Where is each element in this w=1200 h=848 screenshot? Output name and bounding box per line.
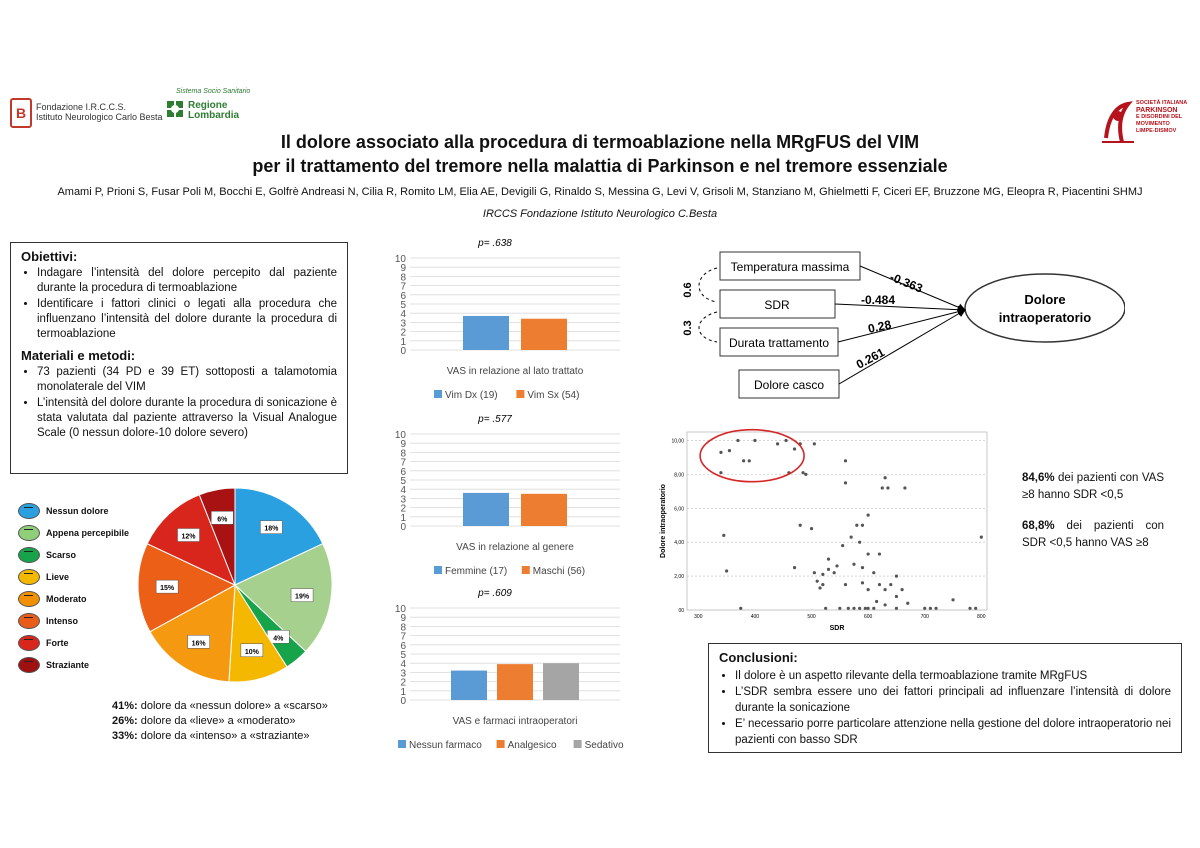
scatter-point bbox=[793, 566, 796, 569]
scatter-point bbox=[867, 513, 870, 516]
corr-arc bbox=[699, 312, 717, 342]
scatter-point bbox=[974, 607, 977, 610]
lombardia-line2: Lombardia bbox=[188, 110, 240, 121]
y-tick-label: 7 bbox=[400, 457, 406, 469]
sss-label: Sistema Socio Sanitario bbox=[176, 88, 251, 95]
x-axis-label: SDR bbox=[829, 625, 845, 632]
scatter-point bbox=[719, 471, 722, 474]
y-tick-label: 3 bbox=[400, 318, 406, 330]
legend-swatch bbox=[574, 740, 582, 748]
y-tick-label: 8,00 bbox=[674, 472, 684, 479]
scatter-point bbox=[824, 607, 827, 610]
x-axis-label: VAS in relazione al genere bbox=[456, 542, 574, 553]
poster-title bbox=[180, 130, 1020, 178]
outcome-label-2: intraoperatorio bbox=[998, 310, 1092, 325]
scatter-point bbox=[816, 580, 819, 583]
y-tick-label: 10 bbox=[394, 430, 406, 441]
scatter-point bbox=[929, 607, 932, 610]
pain-legend-label: Lieve bbox=[46, 572, 70, 582]
pie-value-label: 4% bbox=[273, 635, 284, 643]
path-arrow bbox=[838, 310, 965, 342]
pie-value-label: 19% bbox=[295, 593, 310, 601]
limpe-line: PARKINSON bbox=[1136, 107, 1178, 114]
scatter-point bbox=[835, 564, 838, 567]
scatter-point bbox=[844, 481, 847, 484]
bar bbox=[497, 664, 533, 700]
scatter-point bbox=[838, 607, 841, 610]
pie-value-label: 15% bbox=[160, 585, 175, 593]
scatter-point bbox=[968, 607, 971, 610]
pain-legend-label: Forte bbox=[46, 638, 69, 648]
y-tick-label: 10 bbox=[394, 254, 406, 265]
y-tick-label: 7 bbox=[400, 631, 406, 643]
authors: Amami P, Prioni S, Fusar Poli M, Bocchi E, Golfrè Andreasi N, Cilia R, Romito LM, Elia AE, Devigili G, Rinaldo S, Messina G, Levi V, Grisoli M, Stanziano M, Ghielmetti F, Ciceri EF, Bruzzone MG, Eleopra R, Piacentini SHMJ bbox=[57, 186, 1143, 198]
y-tick-label: 3 bbox=[400, 494, 406, 506]
bar bbox=[463, 316, 509, 350]
bar bbox=[543, 663, 579, 700]
y-tick-label: 6 bbox=[400, 640, 406, 652]
scatter-point bbox=[878, 583, 881, 586]
title-line1: Il dolore associato alla procedura di termoablazione nella MRgFUS del VIM bbox=[280, 132, 920, 152]
scatter-point bbox=[861, 524, 864, 527]
scatter-point bbox=[980, 536, 983, 539]
y-tick-label: 4 bbox=[400, 485, 406, 497]
pain-legend-label: Intenso bbox=[46, 616, 79, 626]
pain-legend-label: Nessun dolore bbox=[46, 506, 109, 516]
plot-area bbox=[687, 432, 987, 610]
scatter-point bbox=[886, 486, 889, 489]
pain-legend-item bbox=[18, 544, 148, 566]
methods-heading: Materiali e metodi: bbox=[21, 348, 136, 363]
bar-chart-title: p= .609 bbox=[478, 588, 512, 599]
scatter-point bbox=[867, 588, 870, 591]
lombardia-line1: Regione bbox=[188, 100, 228, 111]
conclusion-item: • L’SDR sembra essere uno dei fattori principali ad influenzare l’intensità di dolore durante la sonicazione bbox=[735, 684, 1171, 716]
y-tick-label: 8 bbox=[400, 448, 406, 460]
scatter-point bbox=[895, 574, 898, 577]
scatter-point bbox=[884, 588, 887, 591]
lombardia-logo-text bbox=[188, 101, 239, 121]
pain-face-icon bbox=[18, 503, 40, 519]
y-tick-label: 5 bbox=[400, 650, 406, 661]
scatter-point bbox=[804, 473, 807, 476]
scatter-point bbox=[872, 607, 875, 610]
scatter-point bbox=[719, 451, 722, 454]
pain-legend-label: Straziante bbox=[46, 660, 90, 670]
scatter-point bbox=[867, 552, 870, 555]
pain-face-icon bbox=[18, 547, 40, 563]
pie-summary-text: dolore da «lieve» a «moderato» bbox=[137, 715, 296, 727]
pie-value-label: 18% bbox=[264, 525, 279, 533]
pain-legend-item bbox=[18, 500, 148, 522]
conclusion-item: • Il dolore è un aspetto rilevante della termoablazione tramite MRgFUS bbox=[735, 668, 1171, 684]
pie-summary-row bbox=[112, 714, 352, 729]
pain-face-icon bbox=[18, 569, 40, 585]
scatter-point bbox=[867, 607, 870, 610]
y-tick-label: 3 bbox=[400, 668, 406, 680]
pain-face-icon bbox=[18, 657, 40, 673]
scatter-point bbox=[906, 602, 909, 605]
scatter-point bbox=[858, 607, 861, 610]
x-tick-label: 400 bbox=[750, 614, 760, 620]
scatter-point bbox=[725, 569, 728, 572]
scatter-point bbox=[889, 583, 892, 586]
node-casco-label: Dolore casco bbox=[753, 378, 825, 392]
legend-label: Analgesico bbox=[507, 740, 557, 751]
y-tick-label: 1 bbox=[400, 686, 406, 698]
x-tick-label: 300 bbox=[694, 614, 703, 620]
y-tick-label: 0 bbox=[400, 346, 406, 357]
y-tick-label: 2,00 bbox=[674, 574, 684, 581]
scatter-point bbox=[818, 586, 821, 589]
scatter-point bbox=[844, 459, 847, 462]
pie-summary-row bbox=[112, 699, 352, 714]
y-tick-label: 6,00 bbox=[674, 506, 684, 513]
conclusions-heading: Conclusioni: bbox=[719, 650, 798, 665]
y-tick-label: 9 bbox=[400, 263, 406, 275]
scatter-point bbox=[827, 558, 830, 561]
scatter-point bbox=[813, 571, 816, 574]
limpe-line: SOCIETÀ ITALIANA bbox=[1136, 100, 1188, 106]
bar-chart-gender bbox=[360, 410, 630, 582]
scatter-point bbox=[878, 552, 881, 555]
objective-item: • Indagare l’intensità del dolore percepito dal paziente durante la procedura di termoablazione bbox=[37, 266, 337, 296]
x-tick-label: 500 bbox=[807, 614, 816, 620]
outcome-label-1: Dolore bbox=[1024, 292, 1066, 307]
scatter-point bbox=[841, 544, 844, 547]
legend-swatch bbox=[434, 390, 442, 398]
pain-face-icon bbox=[18, 591, 40, 607]
scatter-point bbox=[903, 486, 906, 489]
pie-value-label: 16% bbox=[191, 640, 206, 648]
scatter-point bbox=[850, 536, 853, 539]
scatter-point bbox=[753, 439, 756, 442]
bar bbox=[521, 494, 567, 526]
pie-summary-pct: 26%: bbox=[112, 715, 138, 727]
conclusion-item: • E’ necessario porre particolare attenzione nella gestione del dolore intraoperatorio nei pazienti con basso SDR bbox=[735, 716, 1171, 748]
y-tick-label: 00 bbox=[678, 608, 684, 614]
conclusions-list bbox=[719, 668, 1171, 748]
y-tick-label: 5 bbox=[400, 300, 406, 311]
scatter-point bbox=[728, 449, 731, 452]
scatter-point bbox=[776, 442, 779, 445]
pain-legend-label: Appena percepibile bbox=[46, 528, 130, 538]
pie-value-label: 10% bbox=[244, 648, 259, 656]
scatter-point bbox=[884, 476, 887, 479]
x-tick-label: 800 bbox=[977, 614, 986, 620]
limpe-line: E DISORDINI DEL bbox=[1136, 114, 1183, 120]
x-tick-label: 600 bbox=[863, 614, 873, 620]
bar-chart-title: p= .577 bbox=[478, 414, 512, 425]
y-tick-label: 10,00 bbox=[671, 438, 684, 445]
y-tick-label: 4 bbox=[400, 659, 406, 671]
pain-legend-item bbox=[18, 588, 148, 610]
limpe-logo-icon bbox=[1098, 98, 1138, 148]
finding-pct: 84,6% bbox=[1022, 472, 1055, 484]
y-tick-label: 2 bbox=[400, 327, 406, 339]
besta-logo-line2: Istituto Neurologico Carlo Besta bbox=[36, 112, 163, 122]
coef-label: 0.261 bbox=[853, 345, 887, 372]
coef-label: 0.28 bbox=[866, 317, 893, 336]
scatter-point bbox=[934, 607, 937, 610]
bar-chart-side bbox=[360, 234, 630, 404]
legend-label: Vim Sx (54) bbox=[527, 390, 580, 401]
scatter-point bbox=[793, 447, 796, 450]
bar-chart-title: p= .638 bbox=[478, 238, 512, 249]
objectives-box bbox=[10, 242, 348, 474]
y-tick-label: 6 bbox=[400, 466, 406, 478]
legend-label: Femmine (17) bbox=[445, 566, 508, 577]
outcome-node bbox=[965, 274, 1125, 342]
legend-label: Sedativo bbox=[584, 740, 624, 751]
x-axis-label: VAS in relazione al lato trattato bbox=[446, 366, 584, 377]
y-tick-label: 6 bbox=[400, 290, 406, 302]
besta-logo-icon: B bbox=[10, 98, 32, 128]
path-diagram bbox=[665, 240, 1125, 410]
legend-label: Vim Dx (19) bbox=[445, 390, 498, 401]
y-tick-label: 1 bbox=[400, 512, 406, 524]
y-tick-label: 8 bbox=[400, 272, 406, 284]
scatter-point bbox=[875, 600, 878, 603]
y-tick-label: 0 bbox=[400, 522, 406, 533]
node-durata-label: Durata trattamento bbox=[728, 336, 830, 350]
y-tick-label: 5 bbox=[400, 476, 406, 487]
pie-value-label: 12% bbox=[181, 533, 196, 541]
pain-face-icon bbox=[18, 635, 40, 651]
scatter-point bbox=[852, 563, 855, 566]
limpe-line: LIMPE-DISMOV bbox=[1136, 128, 1177, 134]
y-tick-label: 1 bbox=[400, 336, 406, 348]
method-item: • L’intensità del dolore durante la procedura di sonicazione è stata valutata dal paziente attraverso la Visual Analogue Scale (0 nessun dolore-10 dolore severo) bbox=[37, 396, 337, 441]
objective-item: • Identificare i fattori clinici o legati alla procedura che influenzano l’intensità del dolore durante la procedura di termoablazione bbox=[37, 297, 337, 342]
scatter-point bbox=[799, 524, 802, 527]
legend-label: Maschi (56) bbox=[532, 566, 586, 577]
legend-swatch bbox=[434, 566, 442, 574]
scatter-point bbox=[852, 607, 855, 610]
scatter-point bbox=[748, 459, 751, 462]
y-tick-label: 0 bbox=[400, 696, 406, 707]
x-axis-label: VAS e farmaci intraoperatori bbox=[452, 716, 578, 727]
objectives-heading: Obiettivi: bbox=[21, 249, 78, 264]
scatter-point bbox=[847, 607, 850, 610]
pie-summary-pct: 33%: bbox=[112, 730, 138, 742]
scatter-point bbox=[736, 439, 739, 442]
finding-item bbox=[1022, 518, 1164, 552]
coef-label: -0.484 bbox=[861, 293, 896, 307]
scatter-point bbox=[813, 442, 816, 445]
node-temperatura-label: Temperatura massima bbox=[730, 260, 850, 274]
scatter-point bbox=[895, 607, 898, 610]
scatter-point bbox=[895, 595, 898, 598]
pie-summary-text: dolore da «intenso» a «straziante» bbox=[137, 730, 310, 742]
pie-summary-row bbox=[112, 729, 352, 744]
legend-swatch bbox=[522, 566, 530, 574]
pie-value-label: 6% bbox=[217, 516, 228, 524]
methods-list bbox=[21, 365, 337, 441]
findings bbox=[1022, 470, 1164, 552]
pain-face-icon bbox=[18, 525, 40, 541]
corr-arc bbox=[699, 268, 717, 302]
limpe-logo-text bbox=[1136, 100, 1187, 135]
scatter-point bbox=[884, 603, 887, 606]
scatter-point bbox=[844, 583, 847, 586]
legend-swatch bbox=[516, 390, 524, 398]
scatter-point bbox=[881, 486, 884, 489]
pain-legend-item bbox=[18, 632, 148, 654]
y-tick-label: 9 bbox=[400, 613, 406, 625]
scatter-point bbox=[872, 571, 875, 574]
scatter-point bbox=[821, 573, 824, 576]
corr-label: 0.6 bbox=[682, 282, 694, 298]
legend-swatch bbox=[497, 740, 505, 748]
pain-legend-label: Moderato bbox=[46, 594, 87, 604]
pain-scale-legend bbox=[18, 500, 148, 676]
pie-summary-text: dolore da «nessun dolore» a «scarso» bbox=[137, 700, 328, 712]
finding-item bbox=[1022, 470, 1164, 504]
y-tick-label: 8 bbox=[400, 622, 406, 634]
pain-pie-chart bbox=[130, 485, 340, 685]
bar-chart-drugs bbox=[360, 584, 630, 754]
conclusions-box bbox=[708, 643, 1182, 753]
title-line2: per il trattamento del tremore nella malattia di Parkinson e nel tremore essenziale bbox=[252, 156, 948, 176]
method-item: • 73 pazienti (34 PD e 39 ET) sottoposti a talamotomia monolaterale del VIM bbox=[37, 365, 337, 395]
scatter-point bbox=[722, 534, 725, 537]
x-tick-label: 700 bbox=[920, 614, 929, 620]
pain-legend-item bbox=[18, 610, 148, 632]
path-arrow bbox=[839, 310, 965, 384]
scatter-point bbox=[810, 527, 813, 530]
scatter-point bbox=[951, 598, 954, 601]
scatter-point bbox=[855, 524, 858, 527]
finding-text: dei pazienti con VAS ≥8 hanno SDR <0,5 bbox=[1022, 472, 1164, 501]
bar bbox=[521, 319, 567, 350]
pie-summary bbox=[112, 699, 352, 744]
scatter-point bbox=[801, 471, 804, 474]
pain-legend-item bbox=[18, 654, 148, 676]
scatter-point bbox=[861, 581, 864, 584]
path-arrow bbox=[835, 304, 965, 310]
scatter-point bbox=[742, 459, 745, 462]
pain-face-icon bbox=[18, 613, 40, 629]
finding-text: dei pazienti con SDR <0,5 hanno VAS ≥8 bbox=[1022, 520, 1164, 549]
institution: IRCCS Fondazione Istituto Neurologico C.Besta bbox=[482, 208, 718, 220]
limpe-dismov-logo bbox=[1098, 98, 1188, 148]
scatter-point bbox=[827, 568, 830, 571]
lombardia-logo-icon bbox=[166, 100, 184, 118]
y-tick-label: 4 bbox=[400, 309, 406, 321]
objectives-list bbox=[21, 266, 337, 342]
besta-logo-line1: Fondazione I.R.C.C.S. bbox=[36, 102, 127, 112]
scatter-point bbox=[861, 566, 864, 569]
y-tick-label: 4,00 bbox=[674, 540, 684, 547]
limpe-line: MOVIMENTO bbox=[1136, 121, 1170, 127]
pain-legend-item bbox=[18, 522, 148, 544]
scatter-point bbox=[858, 541, 861, 544]
y-tick-label: 2 bbox=[400, 503, 406, 515]
y-tick-label: 7 bbox=[400, 281, 406, 293]
y-axis-label: Dolore intraoperatorio bbox=[660, 484, 667, 558]
legend-label: Nessun farmaco bbox=[409, 740, 482, 751]
besta-logo-text bbox=[36, 102, 163, 122]
finding-pct: 68,8% bbox=[1022, 520, 1055, 532]
y-tick-label: 10 bbox=[394, 604, 406, 615]
scatter-point bbox=[739, 607, 742, 610]
pie-summary-pct: 41%: bbox=[112, 700, 138, 712]
scatter-point bbox=[784, 439, 787, 442]
scatter-point bbox=[864, 607, 867, 610]
node-sdr-label: SDR bbox=[764, 298, 790, 312]
pain-legend-label: Scarso bbox=[46, 550, 77, 560]
scatter-point bbox=[923, 607, 926, 610]
legend-swatch bbox=[398, 740, 406, 748]
corr-label: 0.3 bbox=[682, 320, 694, 336]
coef-label: -0.363 bbox=[887, 269, 925, 296]
y-tick-label: 2 bbox=[400, 677, 406, 689]
scatter-point bbox=[900, 588, 903, 591]
scatter-point bbox=[821, 583, 824, 586]
scatter-point bbox=[833, 571, 836, 574]
bar bbox=[463, 493, 509, 526]
pain-legend-item bbox=[18, 566, 148, 588]
y-tick-label: 9 bbox=[400, 439, 406, 451]
scatter-plot bbox=[655, 418, 1005, 636]
bar bbox=[451, 671, 487, 700]
